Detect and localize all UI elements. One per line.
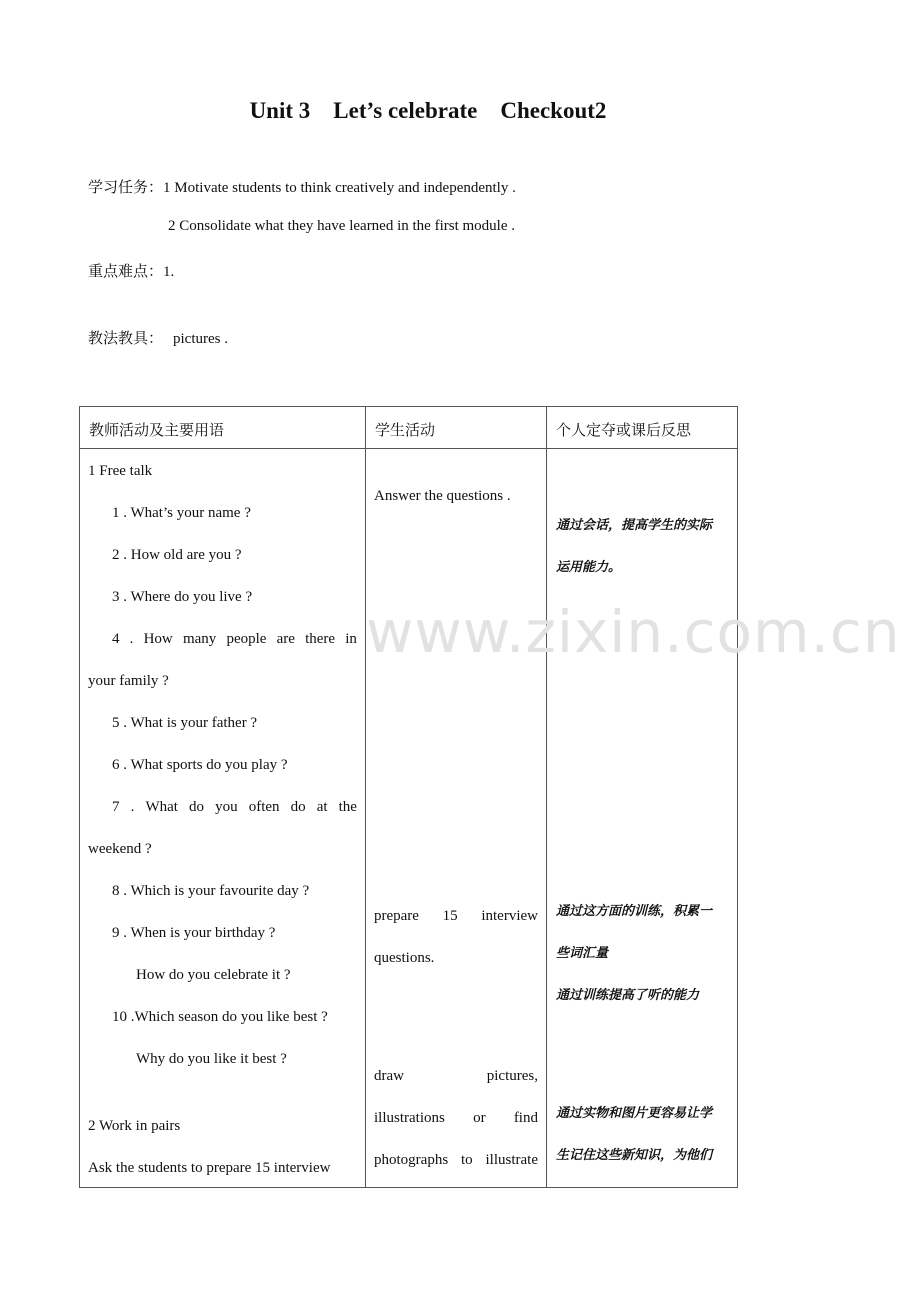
reflection-note-3: 通过训练提高了听的能力 [556, 987, 700, 1002]
lesson-plan-table [79, 406, 738, 1188]
key-points-value: 1. [163, 264, 175, 280]
word: there [305, 631, 336, 647]
word: draw [374, 1068, 404, 1084]
reflection-note-1b: 运用能力。 [556, 559, 622, 574]
reflection-note-2b: 些词汇量 [556, 945, 609, 960]
word: to [461, 1152, 473, 1168]
word: 15 [442, 908, 458, 924]
student-prepare [374, 908, 538, 925]
word: prepare [374, 908, 419, 924]
student-answer: Answer the questions . [374, 488, 511, 504]
question-10: 10 .Which season do you like best ? [112, 1009, 328, 1025]
word: What [145, 799, 178, 815]
objective-1: 1 Motivate students to think creatively and independently . [163, 180, 516, 196]
teaching-aids-value: pictures . [173, 331, 228, 347]
objective-2: 2 Consolidate what they have learned in the first module . [168, 218, 515, 234]
word: illustrations [374, 1110, 445, 1126]
question-8: 8 . Which is your favourite day ? [112, 883, 310, 899]
reflection-cell [547, 449, 738, 1188]
word: pictures, [486, 1068, 538, 1084]
word: are [276, 631, 295, 647]
student-photographs [374, 1152, 538, 1169]
word: do [189, 799, 205, 815]
work-in-pairs-heading: 2 Work in pairs [88, 1118, 181, 1134]
header-reflection: 个人定夺或课后反思 [556, 423, 692, 439]
reflection-note-4a: 通过实物和图片更容易让学 [556, 1105, 713, 1120]
question-7-continued: weekend ? [88, 841, 152, 857]
question-3: 3 . Where do you live ? [112, 589, 253, 605]
teaching-aids-label: 教法教具： [88, 331, 164, 347]
header-teacher-activity: 教师活动及主要用语 [89, 423, 225, 439]
question-10-followup: Why do you like it best ? [136, 1051, 287, 1067]
word: often [248, 799, 280, 815]
word: people [226, 631, 267, 647]
watermark: www.zixin.com.cn [366, 598, 901, 666]
work-in-pairs-instruction: Ask the students to prepare 15 interview [88, 1160, 331, 1176]
table-header-row [80, 407, 738, 449]
student-draw [374, 1068, 538, 1085]
word: the [338, 799, 357, 815]
document-title: Unit 3 Let’s celebrate Checkout2 [249, 98, 607, 123]
reflection-note-4b: 生记住这些新知识，为他们 [556, 1147, 713, 1162]
objectives-label: 学习任务： [88, 180, 164, 196]
header-student-activity: 学生活动 [375, 423, 436, 439]
reflection-note-1a: 通过会话，提高学生的实际 [556, 517, 713, 532]
word: illustrate [485, 1152, 538, 1168]
teaching-aids [88, 327, 228, 348]
question-4-continued: your family ? [88, 673, 169, 689]
word: 4 [112, 631, 120, 647]
question-9-followup: How do you celebrate it ? [136, 967, 291, 983]
header-cell [80, 407, 366, 449]
word: in [345, 631, 357, 647]
reflection-note-2a: 通过这方面的训练，积累一 [556, 903, 713, 918]
word: interview [481, 908, 538, 924]
word: you [215, 799, 238, 815]
key-points-label: 重点难点： [88, 264, 164, 280]
table-row [80, 449, 738, 1188]
word: 7 [112, 799, 120, 815]
key-points [88, 260, 174, 281]
question-5: 5 . What is your father ? [112, 715, 258, 731]
header-cell [547, 407, 738, 449]
question-7 [112, 799, 357, 816]
word: . [129, 631, 134, 647]
header-cell [366, 407, 547, 449]
word: or [473, 1110, 486, 1126]
word: do [290, 799, 306, 815]
student-illustrations [374, 1110, 538, 1127]
teacher-activity-cell [80, 449, 366, 1188]
word: . [130, 799, 135, 815]
free-talk-heading: 1 Free talk [88, 463, 153, 479]
word: at [316, 799, 328, 815]
word: find [513, 1110, 538, 1126]
question-2: 2 . How old are you ? [112, 547, 242, 563]
word: How [143, 631, 173, 647]
student-activity-cell [366, 449, 547, 1188]
objectives [88, 176, 516, 197]
question-1: 1 . What’s your name ? [112, 505, 251, 521]
question-9: 9 . When is your birthday ? [112, 925, 276, 941]
student-prepare-continued: questions. [374, 950, 435, 966]
question-6: 6 . What sports do you play ? [112, 757, 288, 773]
question-4 [112, 631, 357, 648]
word: photographs [374, 1152, 449, 1168]
word: many [182, 631, 217, 647]
